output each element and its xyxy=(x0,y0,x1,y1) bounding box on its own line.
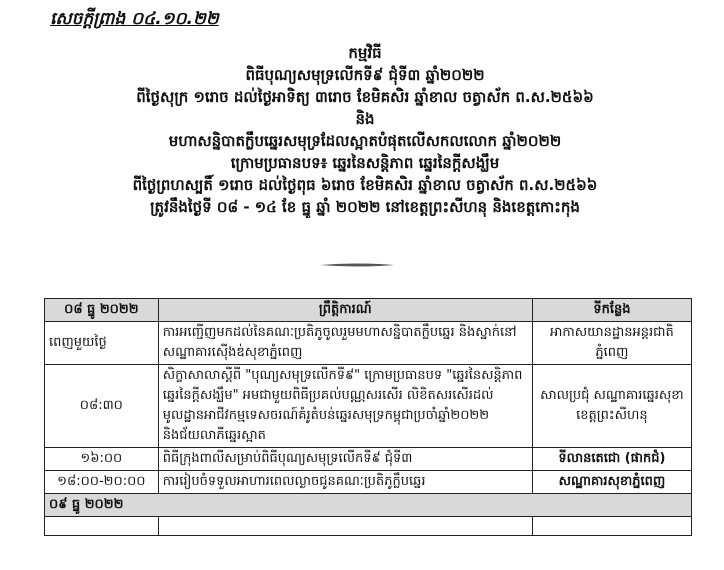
table-row xyxy=(45,471,692,494)
row-place: សណ្ឋាគារសុខាភ្នំពេញ xyxy=(532,471,691,494)
title-line: និង xyxy=(355,110,375,128)
column-header-event: ព្រឹត្តិការណ៍ xyxy=(158,299,532,322)
row-time: ១៦:០០ xyxy=(45,448,159,471)
row-event: ពិធីក្រុងពាលីសម្រាប់ពិធីបុណ្យសមុទ្រលើកទី៩ ជុំទី៣ xyxy=(158,448,532,471)
column-header-date: ០៨ ធ្នូ ២០២២ xyxy=(45,299,159,322)
program-title-block xyxy=(40,42,690,218)
table-row xyxy=(45,322,692,365)
row-event: សិក្ខាសាលាស្តីពី "បុណ្យសមុទ្រលើកទី៩" ក្រោមប្រធានបទ "ឆ្នេរនៃសន្តិភាព ឆ្នេរនៃក្តីសង្ឃឹម" អមជាមួយពិធីប្រគល់បណ្ណសរសើរ លិខិតសរសើរដល់មូលដ្ឋានអាជីវកម្មទេសចរណ៍គំរូតំបន់ឆ្នេរសមុទ្រកម្ពុជាប្រចាំឆ្នាំ២០២២ និងជ័យលាភីឆ្នេរស្អាត xyxy=(158,365,532,448)
title-line: ក្រោមប្រធានបទ៖ ឆ្នេរនៃសន្តិភាព ឆ្នេរនៃក្តីសង្ឃឹម xyxy=(230,154,500,172)
day-header-date: ០៩ ធ្នូ ២០២២ xyxy=(45,494,692,517)
title-line: កម្មវិធី xyxy=(348,44,382,62)
title-line: ពីថ្ងៃសុក្រ ១រោច ដល់ថ្ងៃអាទិត្យ ៣រោច ខែមិគសិរ ឆ្នាំខាល ចត្វាស័ក ព.ស.២៥៦៦ xyxy=(136,88,594,106)
row-place: ទីលានតេជោ (ផាកជំ) xyxy=(532,448,691,471)
table-row xyxy=(45,365,692,448)
schedule-table xyxy=(44,298,692,536)
title-line: ពីថ្ងៃព្រហស្បតិ៍ ១រោច ដល់ថ្ងៃពុធ ៦រោច ខែមិគសិរ ឆ្នាំខាល ចត្វាស័ក ព.ស.២៥៦៦ xyxy=(132,176,598,194)
column-header-place: ទីកន្លែង xyxy=(532,299,691,322)
row-time: ០៨:៣០ xyxy=(45,365,159,448)
row-event: ការអញ្ជើញមកដល់នៃគណៈប្រតិភូចូលរួមមហាសន្និបាតក្លឹបឆ្នេរ និងស្នាក់នៅសណ្ឋាគារស៊ើងឌ់សុខាភ្នំពេញ xyxy=(158,322,532,365)
day-header-row xyxy=(45,494,692,517)
title-line: មហាសន្និបាតក្លឹបឆ្នេរសមុទ្រដែលស្អាតបំផុតលើសកលលោក ឆ្នាំ២០២២ xyxy=(168,132,562,150)
row-event: ការរៀបចំទទួលអាហារពេលល្ងាចជូនគណៈប្រតិភូក្លឹបឆ្នេរ xyxy=(158,471,532,494)
ornament-divider xyxy=(320,263,394,267)
table-row xyxy=(45,448,692,471)
table-row xyxy=(45,517,692,536)
title-line: ពិធីបុណ្យសមុទ្រលើកទី៩ ជុំទី៣ ឆ្នាំ២០២២ xyxy=(245,66,485,84)
draft-date-label: សេចក្តីព្រាង ០៤.១០.២២ xyxy=(50,9,219,29)
row-time: ១៨:០០-២០:០០ xyxy=(45,471,159,494)
title-line: ត្រូវនឹងថ្ងៃទី ០៨ - ១៤ ខែ ធ្នូ ឆ្នាំ ២០២២ នៅខេត្តព្រះសីហនុ និងខេត្តកោះកុង xyxy=(150,198,580,216)
table-header-row xyxy=(45,299,692,322)
row-time: ពេញមួយថ្ងៃ xyxy=(45,322,159,365)
row-place: សាលប្រជុំ សណ្ឋាគារឆ្នេរសុខា ខេត្តព្រះសីហនុ xyxy=(532,365,691,448)
row-place: អាកាសយានដ្ឋានអន្តរជាតិភ្នំពេញ xyxy=(532,322,691,365)
